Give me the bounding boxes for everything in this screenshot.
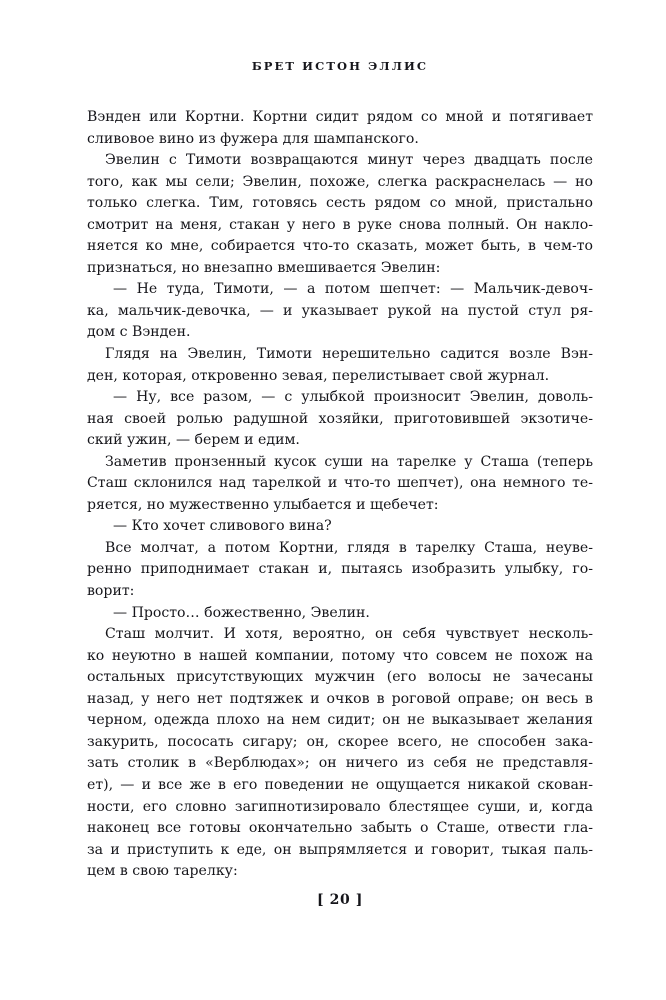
text-line: смотрит на меня, стакан у него в руке снова полный. Он накло- [87, 216, 593, 233]
text-line: зать столик в «Верблюдах»; он ничего из себя не представля- [87, 755, 593, 772]
text-line: наконец все готовы окончательно забыть о Сташе, отвести гла- [87, 820, 593, 837]
text-line: признаться, но внезапно вмешивается Эвелин: [87, 259, 441, 276]
paragraph [87, 452, 593, 517]
paragraph [87, 538, 593, 603]
dialogue-paragraph [87, 516, 593, 538]
text-line: ности, его словно загипнотизировало блестящее суши, и, когда [87, 798, 593, 815]
paragraph [87, 150, 593, 279]
text-line: Сташ молчит. И хотя, вероятно, он себя чувствует несколь- [105, 626, 593, 643]
text-line: ренно приподнимает стакан и, пытаясь изобразить улыбку, го- [87, 561, 593, 578]
page-number: [ 20 ] [316, 892, 364, 908]
text-line: — Просто… божественно, Эвелин. [113, 604, 370, 621]
paragraph [87, 624, 593, 883]
text-line: Все молчат, а потом Кортни, глядя в тарелку Сташа, неуве- [105, 539, 593, 556]
text-line: ворит: [87, 583, 135, 600]
text-line: Сташ склонился над тарелкой и что-то шепчет), она немного те- [87, 475, 593, 492]
text-line: Заметив пронзенный кусок суши на тарелке у Сташа (теперь [105, 453, 593, 470]
dialogue-paragraph [87, 603, 593, 625]
text-line: остальных присутствующих мужчин (его волосы не зачесаны [87, 669, 593, 686]
running-head-author: БРЕТ ИСТОН ЭЛЛИС [251, 59, 429, 73]
paragraph [87, 344, 593, 387]
text-line: того, как мы сели; Эвелин, похоже, слегка раскраснелась — но [87, 173, 593, 190]
text-line: — Ну, все разом, — с улыбкой произносит Эвелин, доволь- [113, 389, 593, 406]
body-text-column [87, 107, 593, 883]
text-line: за и приступить к еде, он выпрямляется и говорит, тыкая паль- [87, 841, 593, 858]
text-line: — Кто хочет сливового вина? [113, 518, 332, 535]
text-line: Глядя на Эвелин, Тимоти нерешительно садится возле Вэн- [105, 346, 593, 363]
text-line: только слегка. Тим, готовясь сесть рядом со мной, пристально [87, 195, 593, 212]
text-line: цем в свою тарелку: [87, 863, 238, 880]
text-line: ная своей ролью радушной хозяйки, приготовившей экзотиче- [87, 410, 593, 427]
dialogue-paragraph [87, 279, 593, 344]
text-line: ряется, но мужественно улыбается и щебечет: [87, 496, 439, 513]
text-line: ко неуютно в нашей компании, потому что совсем не похож на [87, 647, 593, 664]
text-line: ден, которая, откровенно зевая, перелистывает свой журнал. [87, 367, 550, 384]
paragraph [87, 107, 593, 150]
text-line: ет), — и все же в его поведении не ощущается никакой скован- [87, 776, 593, 793]
text-line: сливовое вино из фужера для шампанского. [87, 130, 419, 147]
text-line: ка, мальчик-девочка, — и указывает рукой на пустой стул ря- [87, 302, 593, 319]
text-line: назад, у него нет подтяжек и очков в роговой оправе; он весь в [87, 690, 593, 707]
dialogue-paragraph [87, 387, 593, 452]
text-line: закурить, пососать сигару; он, скорее всего, не способен зака- [87, 733, 593, 750]
text-line: черном, одежда плохо на нем сидит; он не выказывает желания [87, 712, 593, 729]
text-line: Эвелин с Тимоти возвращаются минут через двадцать после [105, 152, 593, 169]
text-line: ский ужин, — берем и едим. [87, 432, 300, 449]
text-line: дом с Вэнден. [87, 324, 191, 341]
text-line: Вэнден или Кортни. Кортни сидит рядом со мной и потягивает [87, 109, 593, 125]
text-line: няется ко мне, собирается что-то сказать, может быть, в чем-то [87, 238, 593, 255]
text-line: — Не туда, Тимоти, — а потом шепчет: — Мальчик-девоч- [113, 281, 593, 298]
